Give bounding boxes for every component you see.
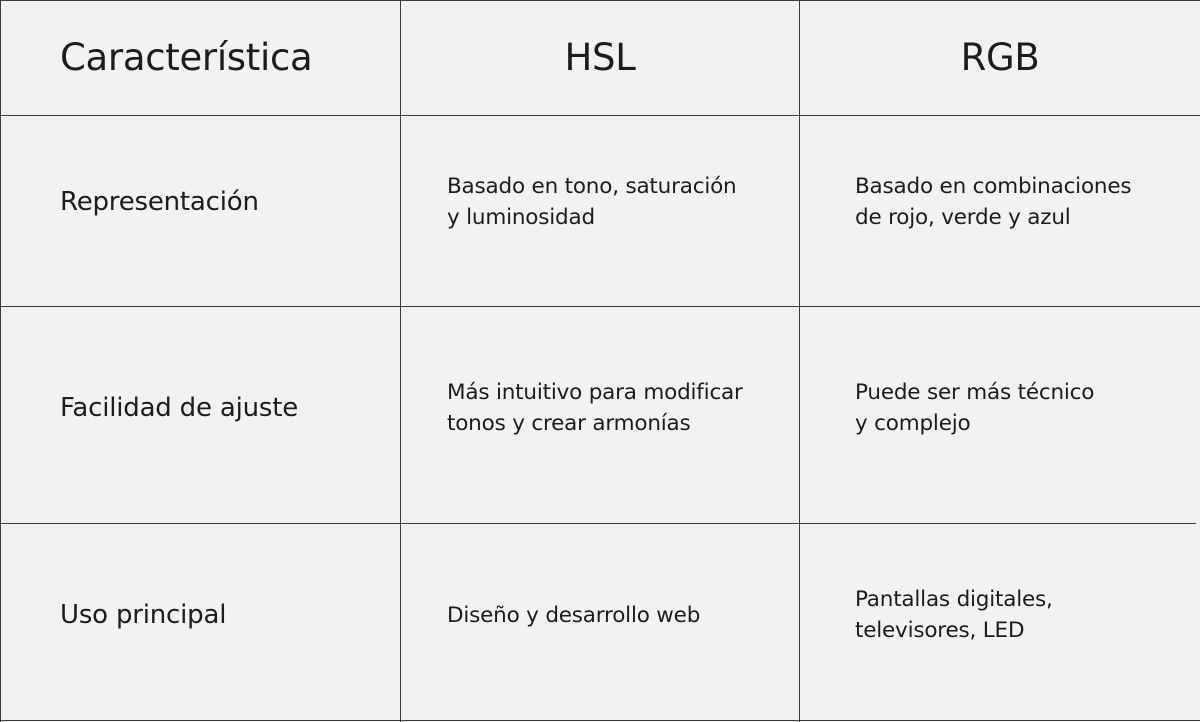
header-hsl: HSL [564, 36, 636, 79]
cell-line: Puede ser más técnico [855, 380, 1095, 405]
cell-line: Más intuitivo para modificar [447, 380, 743, 405]
cell-line: Basado en combinaciones [855, 174, 1132, 199]
cell-line: Diseño y desarrollo web [447, 602, 701, 628]
row-facilidad-label: Facilidad de ajuste [60, 393, 299, 423]
cell-line: de rojo, verde y azul [855, 205, 1071, 230]
cell-line: televisores, LED [855, 618, 1025, 643]
table-border-left [0, 0, 1, 722]
row-uso-label: Uso principal [60, 600, 227, 630]
header-rgb: RGB [960, 36, 1040, 79]
row-representacion-rgb [855, 116, 1195, 288]
cell-line: Basado en tono, saturación [447, 174, 737, 199]
row-facilidad-rgb [855, 307, 1195, 509]
row-representacion-label: Representación [60, 187, 259, 217]
cell-line: y luminosidad [447, 205, 595, 230]
row-facilidad-hsl [447, 307, 792, 509]
cell-line: Pantallas digitales, [855, 587, 1053, 612]
cell-line: tonos y crear armonías [447, 411, 691, 436]
table-border-bottom [0, 720, 1200, 721]
row-uso-rgb [855, 524, 1195, 706]
row-representacion-hsl [447, 116, 792, 288]
row-uso-hsl [447, 524, 792, 706]
cell-line: y complejo [855, 411, 971, 436]
header-feature: Característica [60, 36, 313, 79]
